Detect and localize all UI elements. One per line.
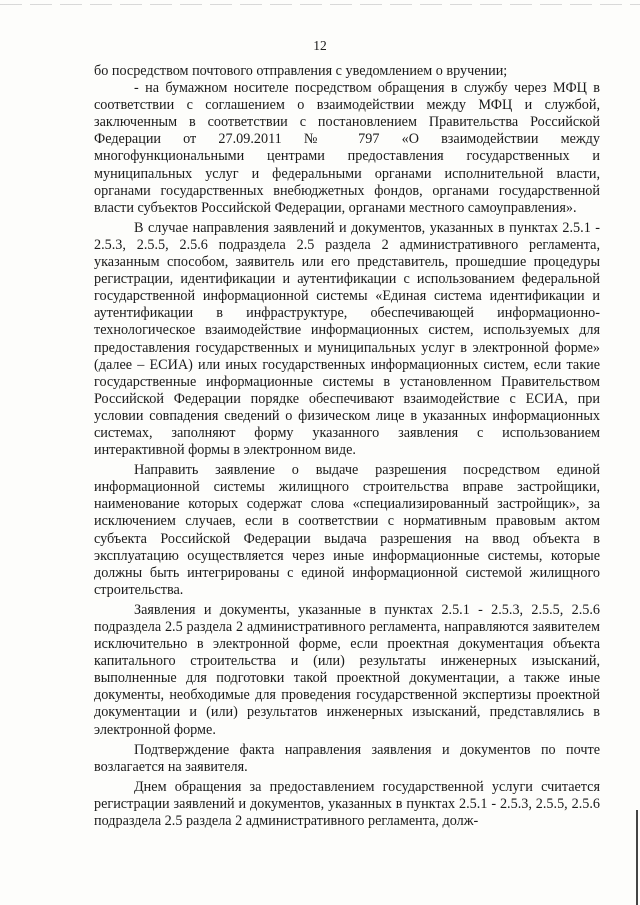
paragraph-esia: В случае направления заявлений и документов, указанных в пунктах 2.5.1 - 2.5.3, 2.5.5, 2.5.6 подраздела 2.5 раздела 2 административного регламента, указанным способом, заявитель или его представитель, прошедшие процедуры регистрации, идентификации и аутентификации с использованием федеральной государственной информационной системы «Единая система идентификации и аутентификации в инфраструктуре, обеспечивающей информационно-технологическое взаимодействие информационных систем, используемых для предоставления государственных и муниципальных услуг в электронной форме» (далее – ЕСИА) или иных государственных информационных систем, если такие государственные информационные системы в установленном Правительством Российской Федерации порядке обеспечивают взаимодействие с ЕСИА, при условии совпадения сведений о физическом лице в указанных информационных системах, заполняют форму указанного заявления с использованием интерактивной формы в электронном виде.	[94, 219, 600, 459]
paragraph-housing-system: Направить заявление о выдаче разрешения посредством единой информационной системы жилищного строительства вправе застройщики, наименование которых содержат слова «специализированный застройщик», за исключением случаев, если в соответствии с нормативным правовым актом субъекта Российской Федерации выдача разрешения на ввод объекта в эксплуатацию осуществляется через иные информационные системы, которые должны быть интегрированы с единой информационной системой жилищного строительства.	[94, 462, 600, 598]
paragraph-application-date: Днем обращения за предоставлением государственной услуги считается регистрации заявлений и документов, указанных в пунктах 2.5.1 - 2.5.3, 2.5.5, 2.5.6 подраздела 2.5 раздела 2 административного регламента, долж-	[94, 778, 600, 830]
scan-binding-edge	[636, 810, 638, 905]
paragraph-mfc-submission: - на бумажном носителе посредством обращения в службу через МФЦ в соответствии с соглашением о взаимодействии между МФЦ и службой, заключенным в соответствии с постановлением Правительства Российской Федерации от 27.09.2011 № 797 «О взаимодействии между многофункциональными центрами предоставления государственных и муниципальных услуг и федеральными органами исполнительной власти, органами государственных внебюджетных фондов, органами государственной власти субъектов Российской Федерации, органами местного самоуправления».	[94, 80, 600, 216]
page-number: 12	[313, 38, 327, 53]
paragraph-electronic-form: Заявления и документы, указанные в пунктах 2.5.1 - 2.5.3, 2.5.5, 2.5.6 подраздела 2.5 раздела 2 административного регламента, направляются заявителем исключительно в электронной форме, если проектная документация объекта капитального строительства и (или) результаты инженерных изысканий, выполненные для подготовки такой проектной документации, а также иные документы, необходимые для проведения государственной экспертизы проектной документации и (или) результатов инженерных изысканий, представлялись в электронной форме.	[94, 601, 600, 738]
paragraph-mail-confirmation: Подтверждение факта направления заявления и документов по почте возлагается на заявителя.	[94, 741, 600, 775]
paragraph-continuation: бо посредством почтового отправления с уведомлением о вручении;	[94, 63, 508, 79]
scan-top-edge	[0, 4, 640, 5]
document-body	[94, 63, 600, 830]
